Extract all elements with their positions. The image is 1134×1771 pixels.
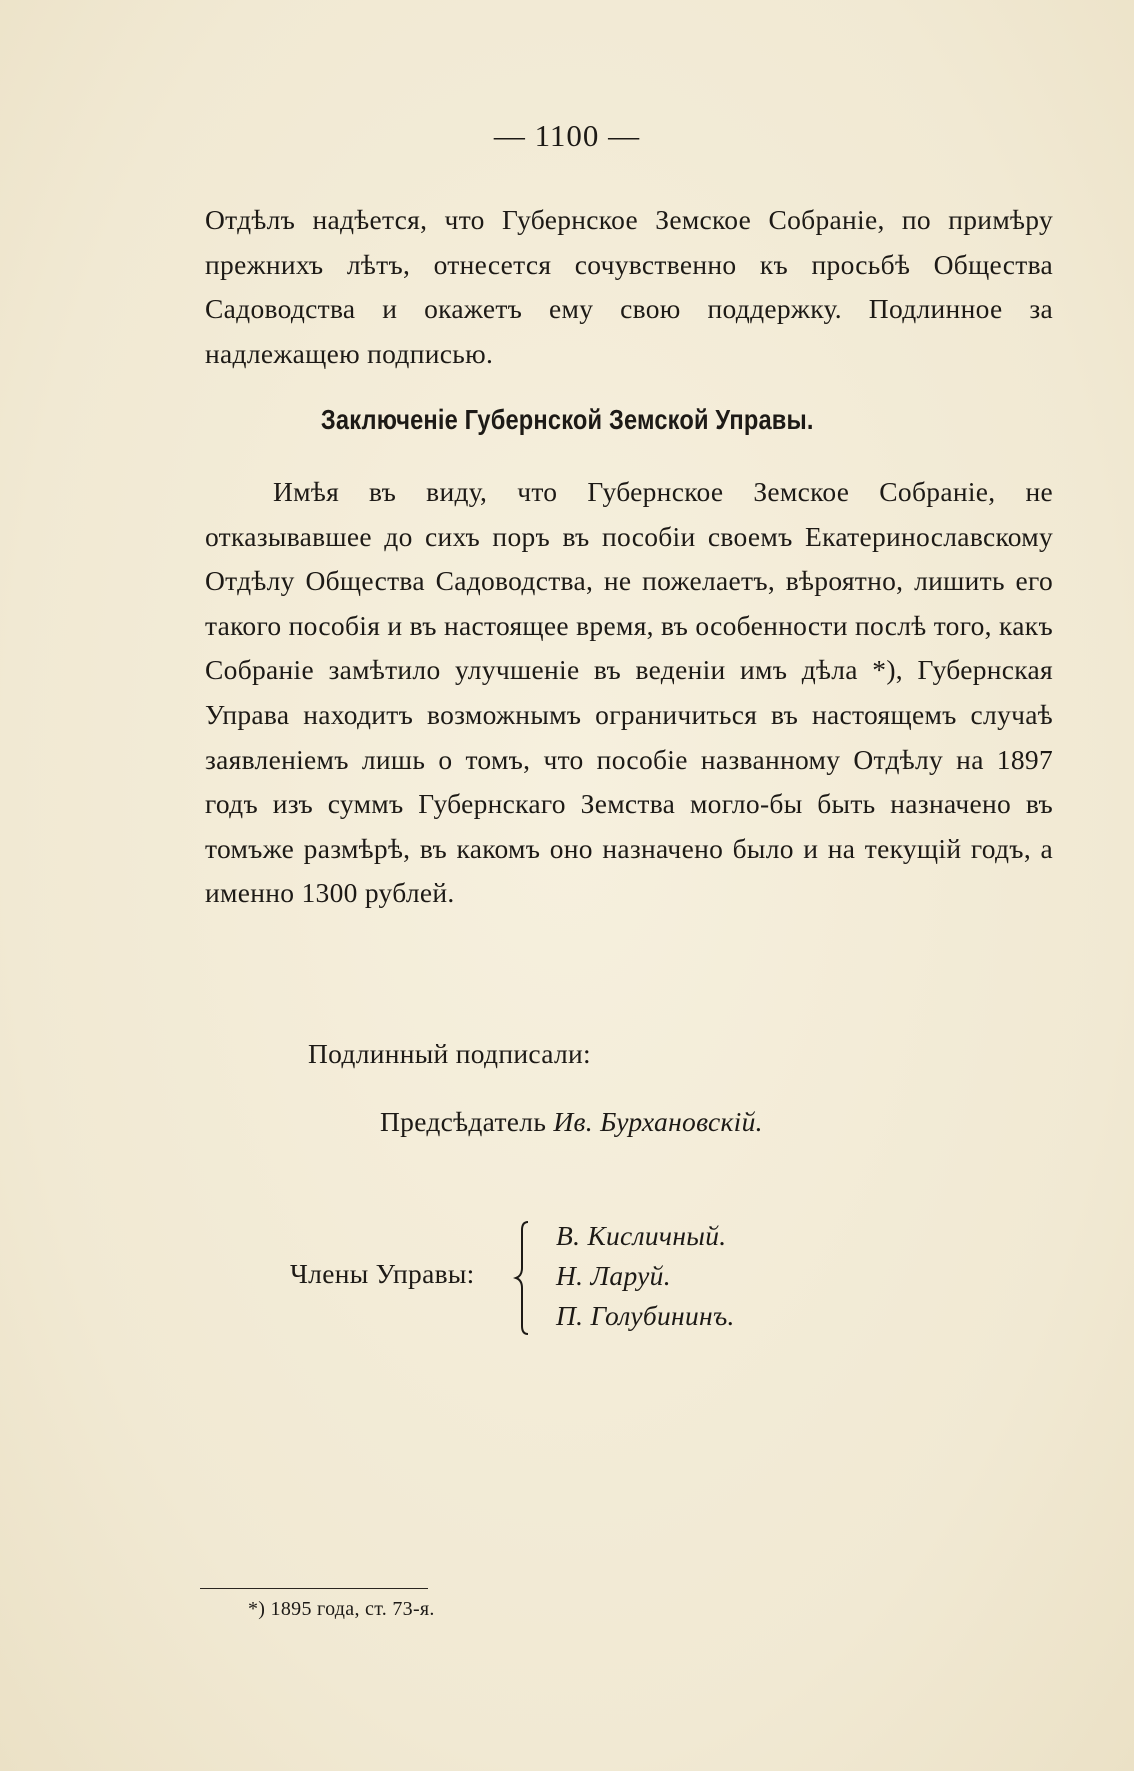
curly-brace-icon [513, 1218, 533, 1338]
chairman-title: Предсѣдатель [380, 1106, 547, 1137]
member-name: В. Кисличный. [556, 1220, 727, 1251]
member-name: П. Голубининъ. [556, 1300, 735, 1331]
members-label: Члены Управы: [290, 1258, 475, 1289]
paragraph-society-request: Отдѣлъ надѣется, что Губернское Земское Собраніе, по примѣру прежнихъ лѣтъ, отнесется сочувственно къ просьбѣ Общества Садоводства и окажетъ ему свою поддержку. Подлинное за надлежащею подписью. [205, 204, 1053, 369]
section-heading: Заключеніе Губернской Земской Управы. [320, 404, 814, 435]
footnote-divider [200, 1588, 428, 1589]
footnote: *) 1895 года, ст. 73-я. [248, 1598, 435, 1620]
chairman-signature [380, 1106, 763, 1138]
paragraph-board-conclusion: Имѣя въ виду, что Губернское Земское Собраніе, не отказывавшее до сихъ поръ въ пособіи своемъ Екатеринославскому Отдѣлу Общества Садоводства, не пожелаетъ, вѣроятно, лишить его такого пособія и въ настоящее время, въ особенности послѣ того, какъ Собраніе замѣтило улучшеніе въ веденіи имъ дѣла *), Губернская Управа находитъ возможнымъ ограничиться въ настоящемъ случаѣ заявленіемъ лишь о томъ, что пособіе названному Отдѣлу на 1897 годъ изъ суммъ Губернскаго Земства могло-бы быть назначено въ томъже размѣрѣ, въ какомъ оно назначено было и на текущій годъ, а именно 1300 рублей. [205, 476, 1053, 909]
page-number: — 1100 — [493, 118, 641, 153]
signed-intro: Подлинный подписали: [308, 1038, 591, 1069]
chairman-name: Ив. Бурхановскій. [553, 1106, 763, 1137]
member-name: Н. Ларуй. [556, 1260, 671, 1291]
